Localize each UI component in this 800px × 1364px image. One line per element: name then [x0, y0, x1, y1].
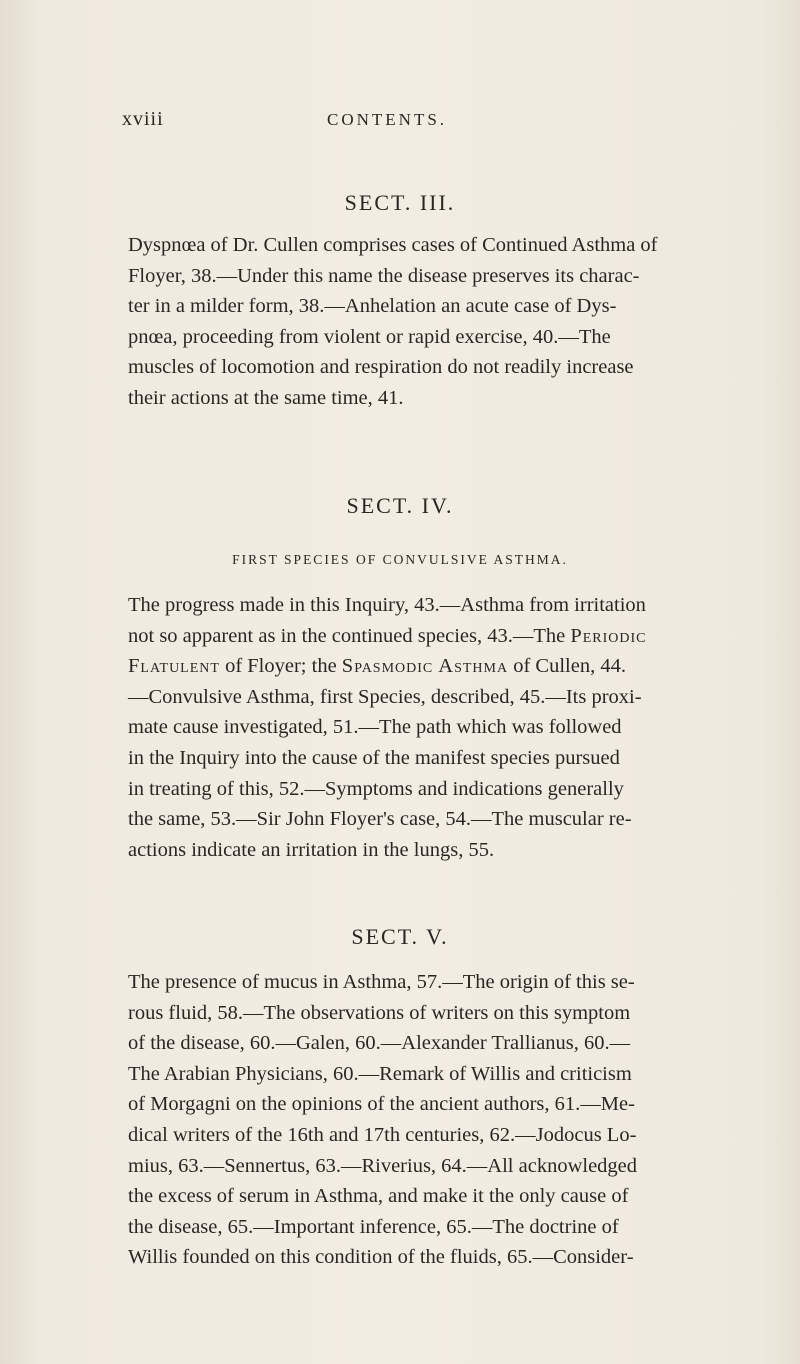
- text-line: of the disease, 60.—Galen, 60.—Alexander Trallianus, 60.—: [128, 1032, 631, 1055]
- text-line: Dyspnœa of Dr. Cullen comprises cases of Continued Asthma of: [128, 234, 658, 256]
- small-caps-term: Flatulent: [128, 655, 220, 678]
- text-line: —Convulsive Asthma, first Species, described, 45.—Its proxi-: [128, 685, 642, 708]
- text-line: the excess of serum in Asthma, and make it the only cause of: [128, 1185, 629, 1208]
- section-3-paragraph: [128, 230, 688, 414]
- section-3-heading: SECT. III.: [344, 190, 456, 215]
- text-line: The progress made in this Inquiry, 43.—Asthma from irritation: [128, 594, 646, 616]
- text-line: ter in a milder form, 38.—Anhelation an acute case of Dys-: [128, 295, 617, 318]
- text-line: [128, 621, 688, 652]
- section-4-paragraph: [128, 590, 688, 865]
- text-fragment: of Floyer; the: [219, 655, 342, 678]
- small-caps-term: Spasmodic Asthma: [341, 655, 509, 678]
- text-line: dical writers of the 16th and 17th centuries, 62.—Jodocus Lo-: [128, 1123, 637, 1146]
- text-fragment: of Cullen, 44.: [508, 655, 626, 678]
- text-line: [128, 651, 688, 682]
- page-number: xviii: [122, 108, 164, 130]
- text-line: mius, 63.—Sennertus, 63.—Riverius, 64.—All acknowledged: [128, 1154, 638, 1177]
- text-line: The presence of mucus in Asthma, 57.—The origin of this se-: [128, 971, 635, 993]
- text-line: Willis founded on this condition of the fluids, 65.—Consider-: [128, 1246, 634, 1269]
- text-line: their actions at the same time, 41.: [128, 386, 404, 409]
- text-line: in treating of this, 52.—Symptoms and indications generally: [128, 777, 624, 800]
- text-line: of Morgagni on the opinions of the ancient authors, 61.—Me-: [128, 1093, 635, 1116]
- text-line: actions indicate an irritation in the lungs, 55.: [128, 838, 495, 861]
- section-5-paragraph: [128, 967, 688, 1273]
- text-line: Floyer, 38.—Under this name the disease preserves its charac-: [128, 264, 640, 287]
- running-head: [0, 108, 800, 138]
- text-line: rous fluid, 58.—The observations of writers on this symptom: [128, 1001, 631, 1024]
- running-title: CONTENTS.: [327, 110, 448, 129]
- text-line: The Arabian Physicians, 60.—Remark of Willis and criticism: [128, 1062, 632, 1085]
- text-line: muscles of locomotion and respiration do not readily increase: [128, 356, 634, 379]
- small-caps-term: Periodic: [570, 624, 647, 647]
- section-5-heading: SECT. V.: [351, 924, 449, 949]
- text-line: the disease, 65.—Important inference, 65.—The doctrine of: [128, 1215, 619, 1238]
- text-line: pnœa, proceeding from violent or rapid exercise, 40.—The: [128, 325, 611, 348]
- section-4-heading: SECT. IV.: [346, 493, 454, 518]
- text-line: mate cause investigated, 51.—The path which was followed: [128, 716, 622, 739]
- text-fragment: not so apparent as in the continued species, 43.—The: [128, 624, 571, 647]
- text-line: in the Inquiry into the cause of the manifest species pursued: [128, 746, 620, 769]
- section-4-subheading: FIRST SPECIES OF CONVULSIVE ASTHMA.: [232, 552, 568, 567]
- text-line: the same, 53.—Sir John Floyer's case, 54.—The muscular re-: [128, 808, 632, 831]
